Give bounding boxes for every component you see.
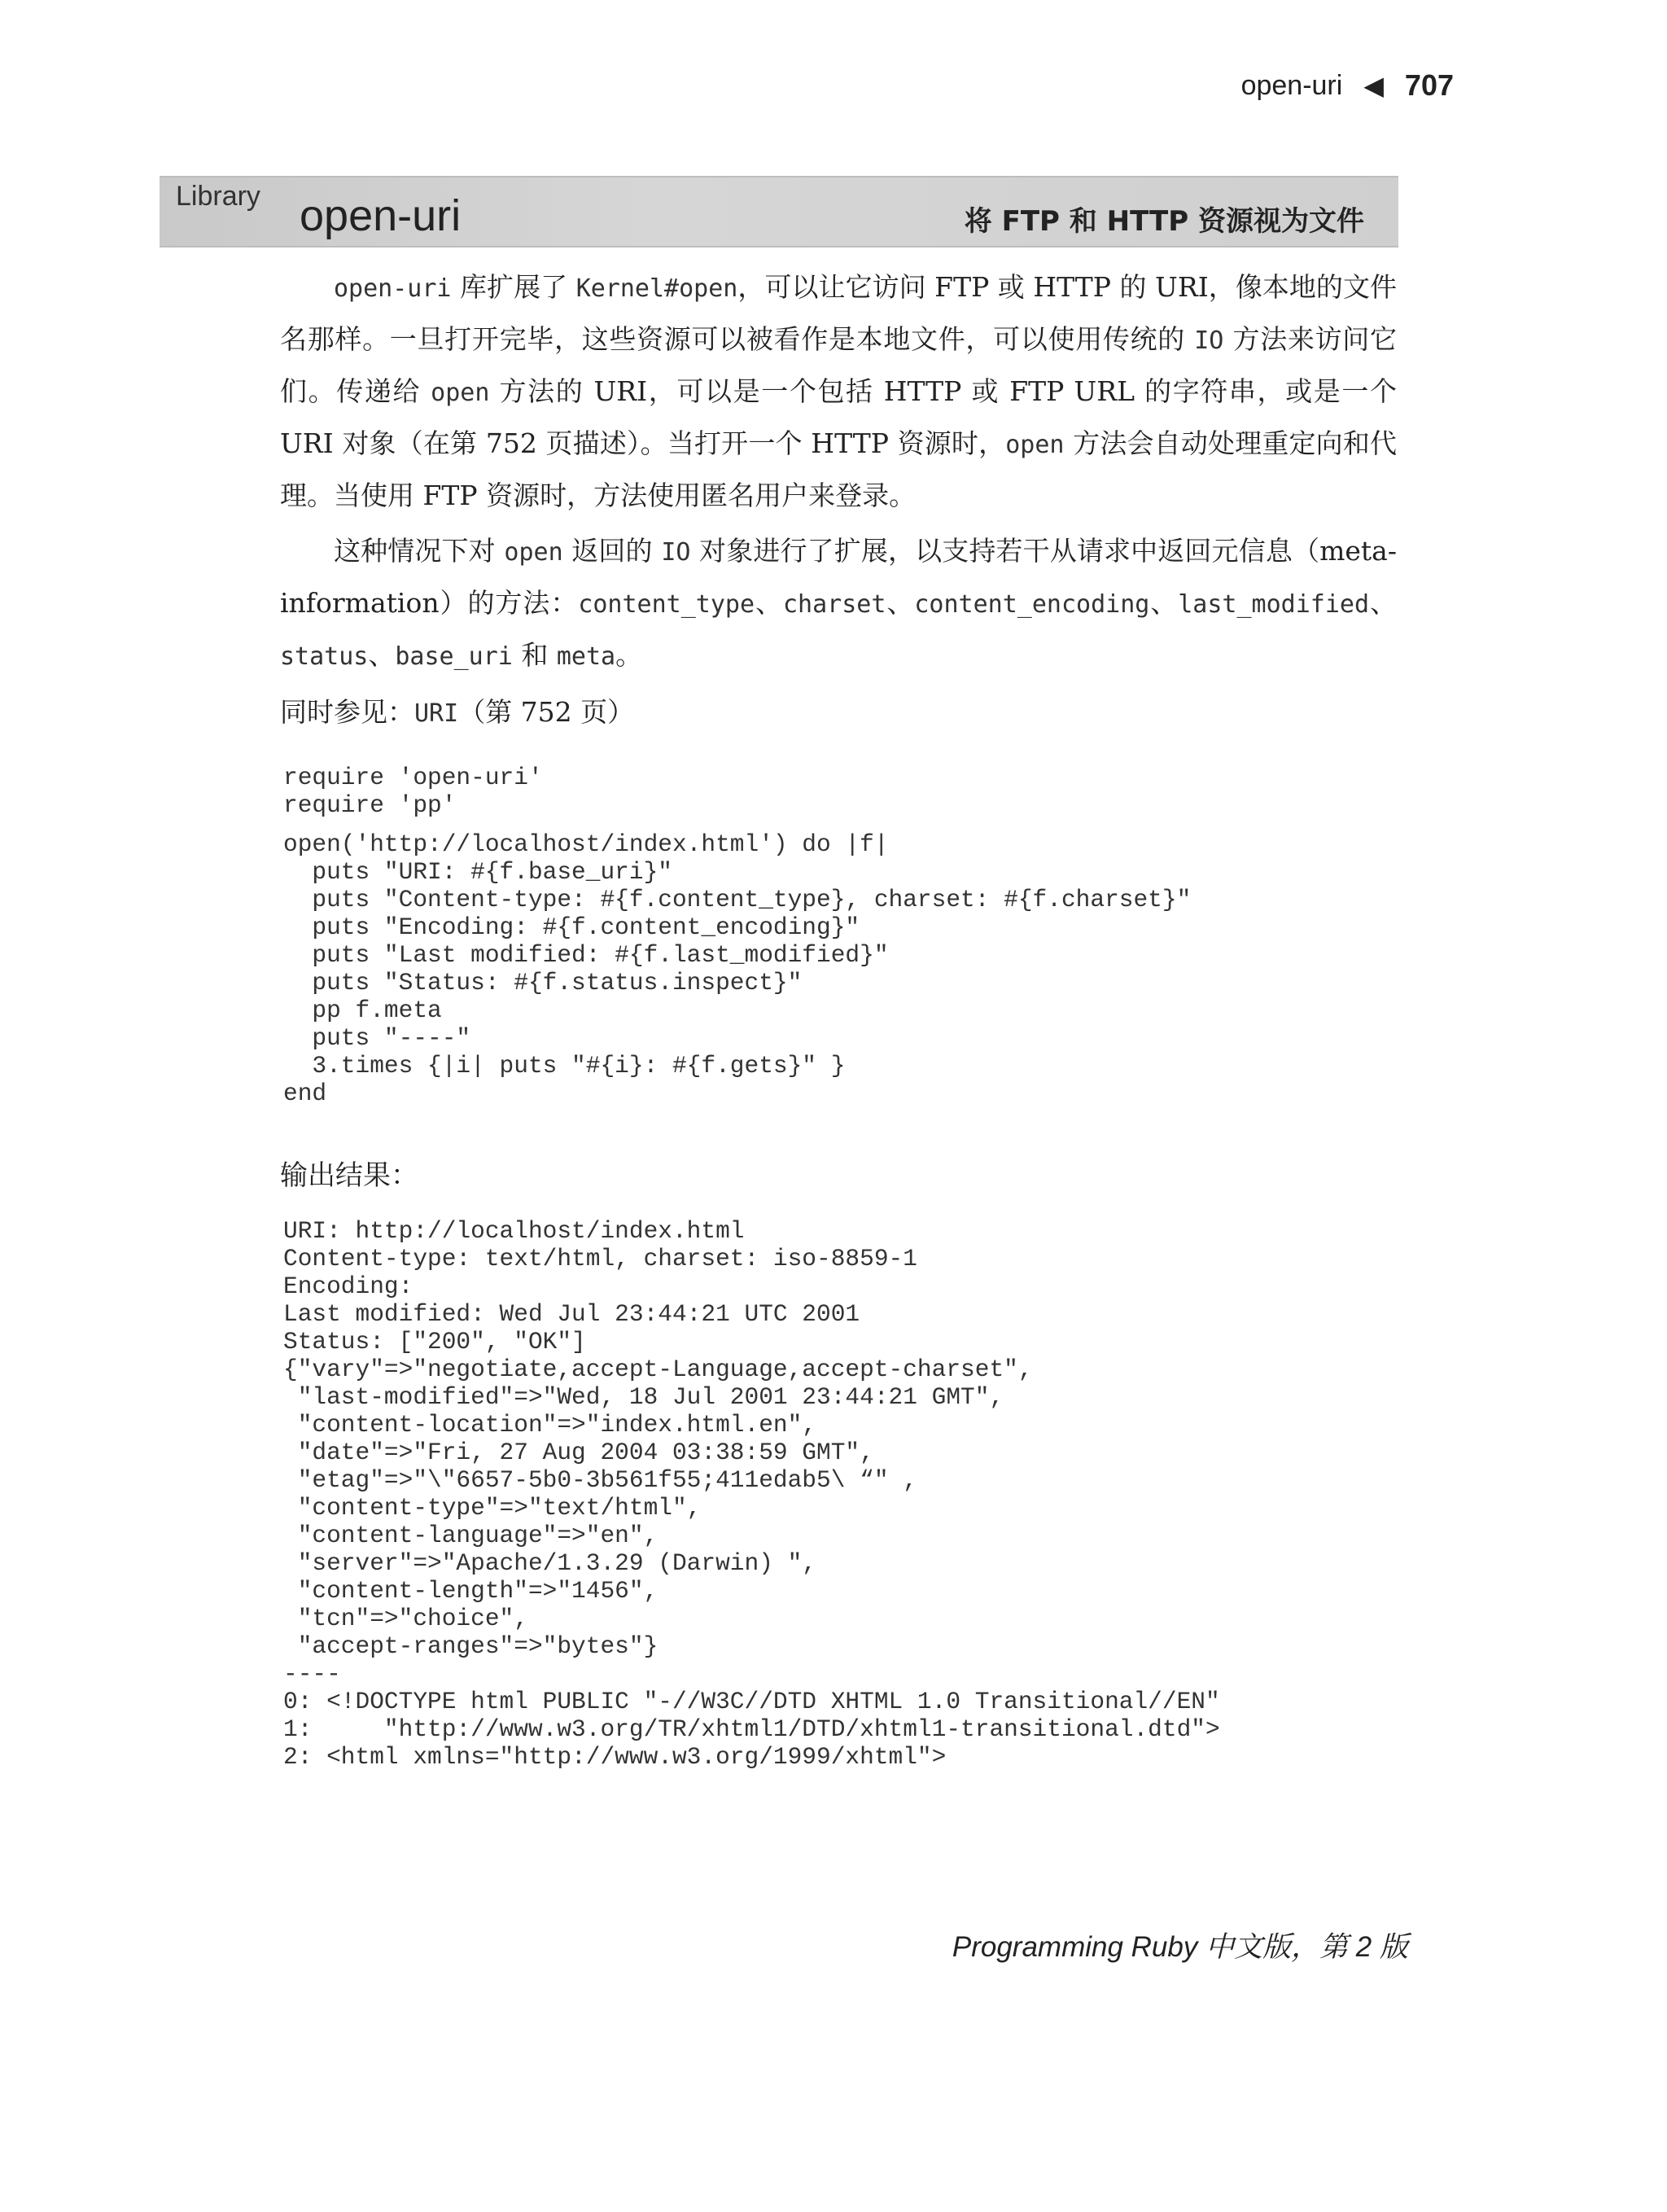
code-requires: require 'open-uri' require 'pp' [283, 764, 543, 819]
output-block [283, 1217, 1397, 1771]
inline-code: meta [556, 642, 616, 671]
inline-code: open [431, 379, 490, 407]
library-label: Library [176, 181, 260, 212]
see-also-prefix: 同时参见： [280, 696, 414, 728]
inline-code: last_modified [1178, 590, 1370, 619]
page-footer: Programming Ruby 中文版，第 2 版 [952, 1931, 1408, 1963]
code-open-block: open('http://localhost/index.html') do |f| puts "URI: #{f.base_uri}" puts "Content-type: #{f.content_type}, charset: #{f.charset}" puts "Encoding: #{f.content_encoding}" puts "Last modified: #{f.last_modified}" puts "Status: #{f.status.inspect}" pp f.meta puts "----" 3.times {|i| puts "#{i}: #{f.gets}" } end [283, 830, 1192, 1107]
meta-paragraph [280, 526, 1397, 682]
inline-code: charset [782, 590, 886, 619]
paragraph-text: 、 [1369, 587, 1398, 619]
main-content [280, 262, 1397, 1771]
intro-paragraph [280, 262, 1397, 521]
paragraph-text: 、 [886, 587, 915, 619]
library-description: 将 FTP 和 HTTP 资源视为文件 [964, 205, 1364, 238]
paragraph-text: 、 [1149, 587, 1179, 619]
paragraph-text: 方法来访问它们。传递给 [280, 323, 1397, 407]
library-name: open-uri [300, 191, 462, 240]
inline-code: base_uri [395, 642, 513, 671]
inline-code: content_encoding [914, 590, 1150, 619]
paragraph-text: 这种情况下对 [334, 535, 505, 567]
output-heading: 输出结果： [280, 1159, 418, 1192]
paragraph-text: 方法的 URI，可以是一个包括 HTTP 或 FTP URL 的字符串，或是一个 URI 对象（在第 752 页描述）。当打开一个 HTTP 资源时， [280, 375, 1397, 459]
paragraph-text: 、 [368, 639, 396, 671]
inline-code: URI [414, 699, 459, 728]
inline-code: content_type [578, 590, 755, 619]
running-header [1241, 68, 1454, 103]
inline-code: Kernel#open [575, 274, 738, 303]
library-banner [160, 176, 1398, 247]
page-number: 707 [1404, 68, 1454, 102]
see-also-suffix: （第 752 页） [458, 696, 635, 728]
inline-code: IO [1194, 326, 1224, 355]
code-spacer [283, 819, 1397, 830]
paragraph-text: 、 [755, 587, 783, 619]
inline-code: IO [661, 538, 691, 567]
paragraph-text: ，可以让它访问 FTP 或 HTTP 的 URI，像本地的文件名那样。一旦打开完毕，这些资源可以被看作是本地文件，可以使用传统的 [280, 271, 1397, 355]
paragraph-text: 返回的 [562, 535, 662, 567]
running-header-section: open-uri [1240, 69, 1343, 101]
left-triangle-icon: ◀ [1363, 71, 1384, 100]
paragraph-text: 方法会自动处理重定向和代理。当使用 FTP 资源时，方法使用匿名用户来登录。 [280, 427, 1397, 511]
paragraph-text: 和 [512, 639, 557, 671]
paragraph-text: 对象进行了扩展，以支持若干从请求中返回元信息（meta-information）的方法： [280, 535, 1397, 619]
inline-code: open-uri [334, 274, 452, 303]
code-example [283, 764, 1397, 1107]
inline-code: open [1005, 431, 1065, 459]
inline-code: status [280, 642, 369, 671]
paragraph-text: 库扩展了 [451, 271, 576, 303]
see-also [280, 687, 1397, 739]
program-output: URI: http://localhost/index.html Content-type: text/html, charset: iso-8859-1 Encoding: Last modified: Wed Jul 23:44:21 UTC 2001 Status: ["200", "OK"] {"vary"=>"negotiate,accept-Language,accept-charset", "last-modified"=>"Wed, 18 Jul 2001 23:44:21 GMT", "content-location"=>"index.html.en", "date"=>"Fri, 27 Aug 2004 03:38:59 GMT", "etag"=>"\"6657-5b0-3b561f55;411edab5\ “" , "content-type"=>"text/html", "content-language"=>"en", "server"=>"Apache/1.3.29 (Darwin) ", "content-length"=>"1456", "tcn"=>"choice", "accept-ranges"=>"bytes"} ---- 0: <!DOCTYPE html PUBLIC "-//W3C//DTD XHTML 1.0 Transitional//EN" 1: "http://www.w3.org/TR/xhtml1/DTD/xhtml1-transitional.dtd"> 2: <html xmlns="http://www.w3.org/1999/xhtml"> [283, 1217, 1220, 1771]
paragraph-text: 。 [615, 639, 643, 671]
inline-code: open [504, 538, 563, 567]
